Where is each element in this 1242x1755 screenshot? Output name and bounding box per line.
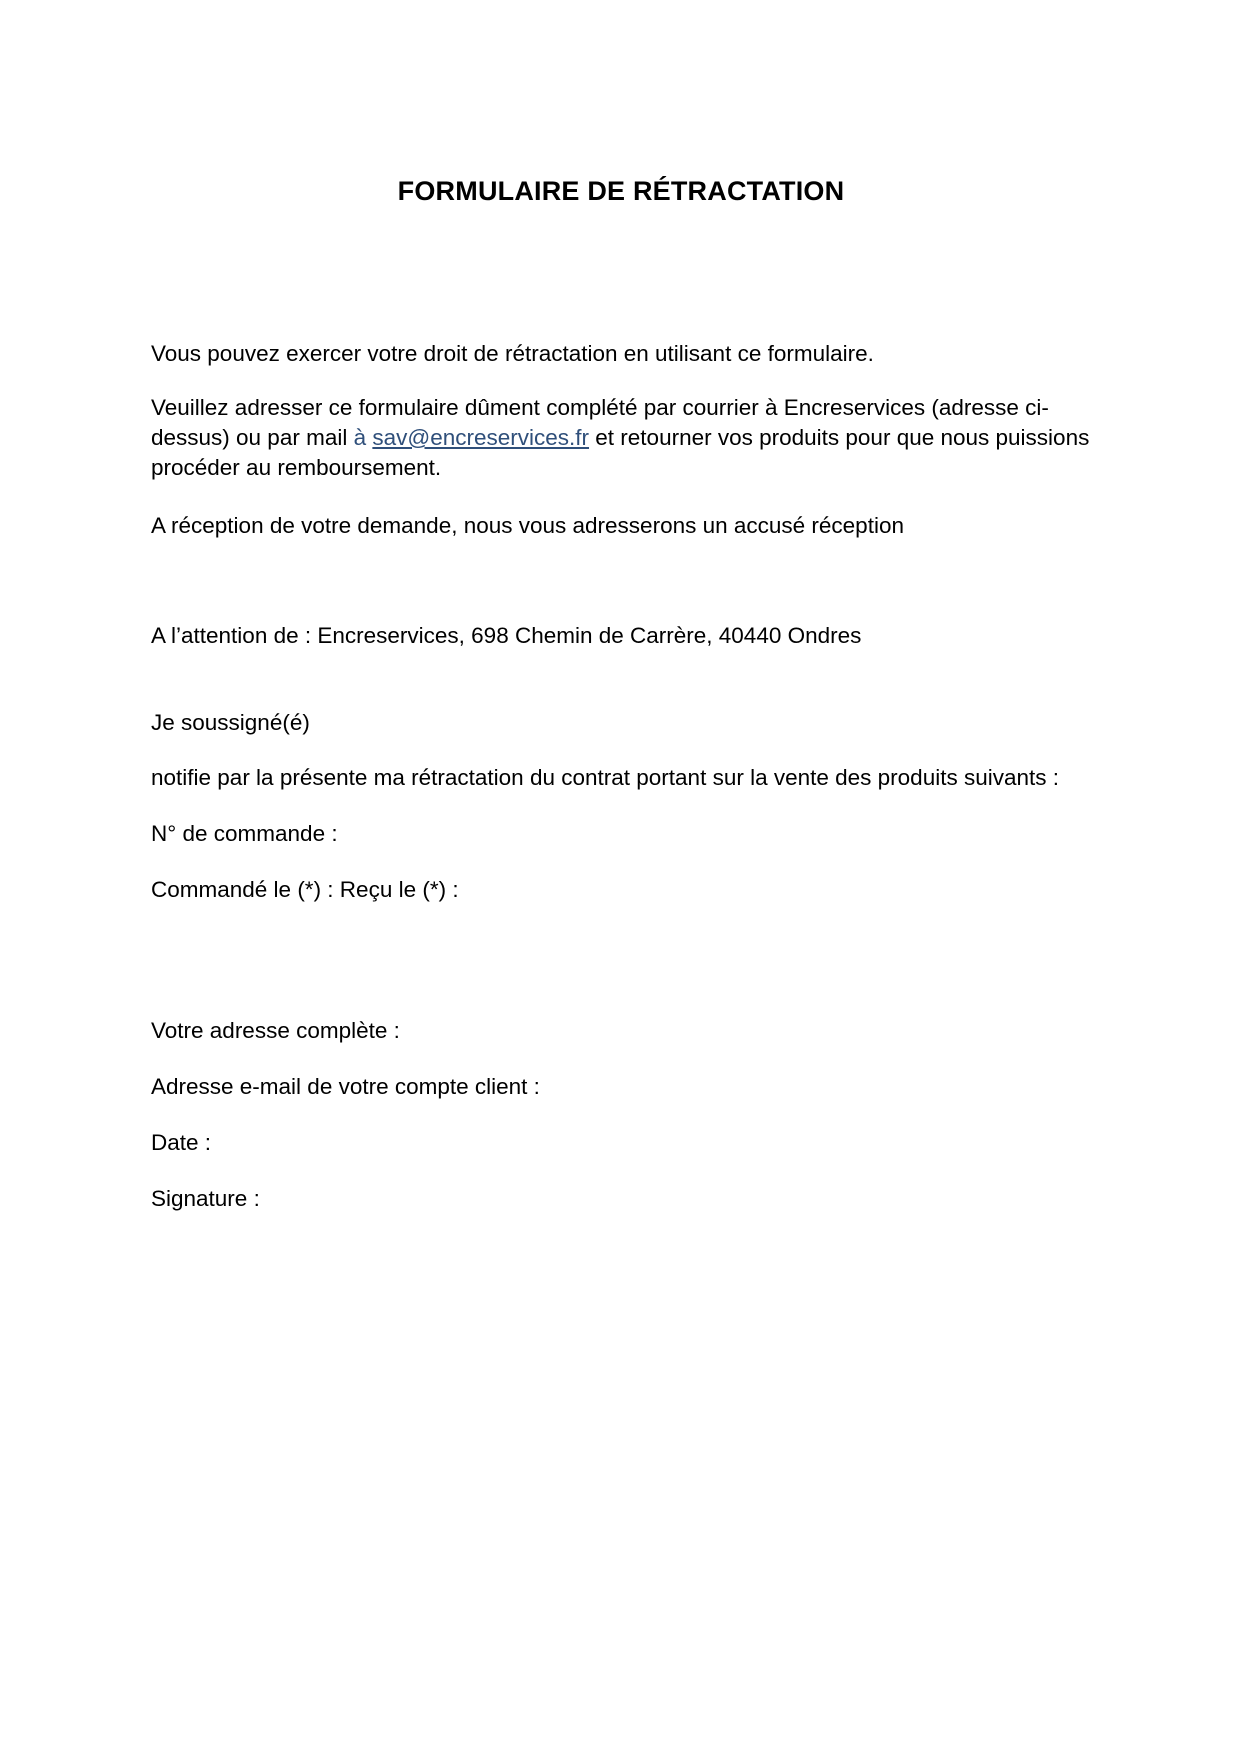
address-label: Votre adresse complète : (151, 1018, 400, 1043)
undersigned-label: Je soussigné(é) (151, 710, 310, 735)
document-title: FORMULAIRE DE RÉTRACTATION (397, 176, 845, 206)
notification-text: notifie par la présente ma rétractation du contrat portant sur la vente des produits suivants : (151, 765, 1059, 790)
instructions-text-before: Veuillez adresser ce formulaire dûment complété par courrier à Encreservices (adresse ci-dessus) ou par mail (151, 395, 1049, 450)
attention-address: A l’attention de : Encreservices, 698 Chemin de Carrère, 40440 Ondres (151, 623, 862, 648)
instructions-text-after: et retourner vos produits pour que nous puissions procéder au remboursement. (151, 425, 1090, 480)
email-label: Adresse e-mail de votre compte client : (151, 1074, 540, 1099)
email-link[interactable]: sav@encreservices.fr (372, 425, 590, 450)
instructions-paragraph (151, 393, 1091, 483)
order-number-label: N° de commande : (151, 821, 338, 846)
signature-label: Signature : (151, 1186, 260, 1211)
order-dates-label: Commandé le (*) : Reçu le (*) : (151, 877, 459, 902)
instructions-link-lead: à (353, 425, 367, 450)
acknowledgement-text: A réception de votre demande, nous vous adresserons un accusé réception (151, 513, 904, 538)
date-label: Date : (151, 1130, 212, 1155)
intro-text: Vous pouvez exercer votre droit de rétractation en utilisant ce formulaire. (151, 341, 874, 366)
